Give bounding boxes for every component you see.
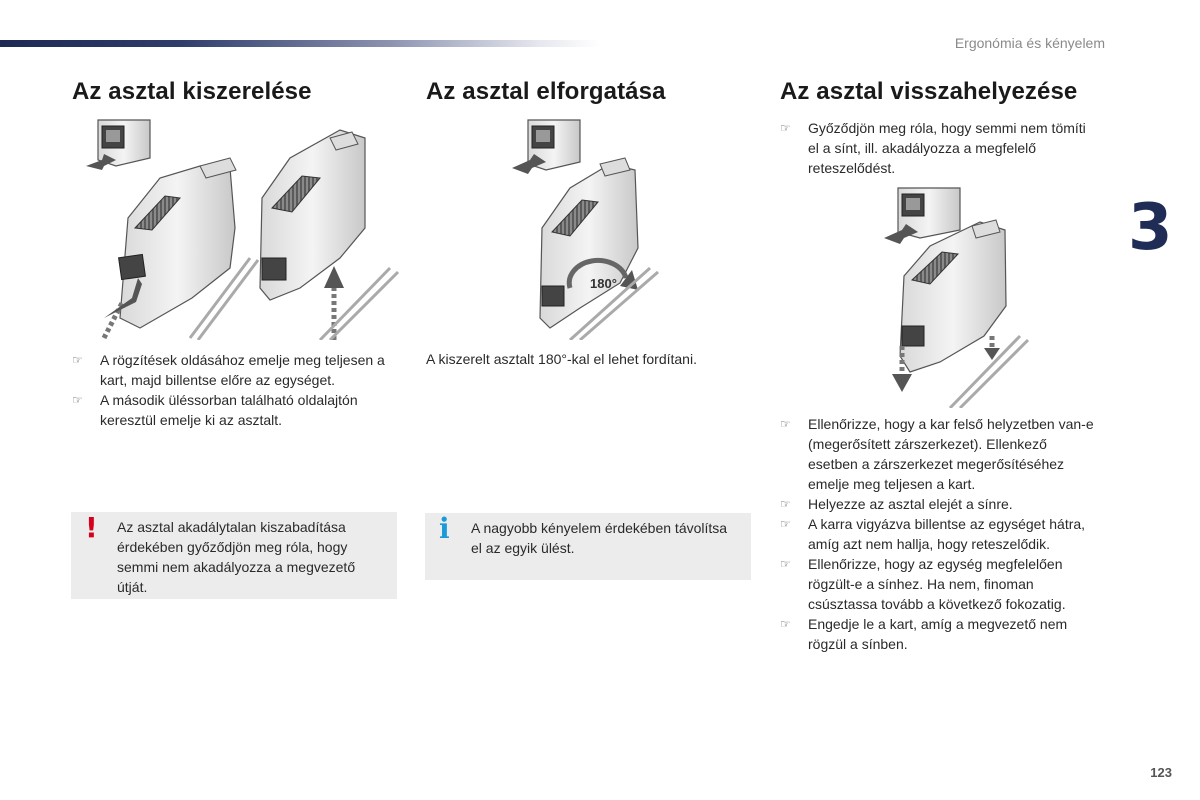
column-reinstall-table — [780, 78, 1110, 106]
illustration-rotate-table — [500, 118, 660, 340]
table-unit-left — [104, 158, 258, 340]
hand-pointer-icon: ☞ — [780, 517, 791, 531]
header-gradient-bar — [0, 40, 600, 47]
bullet-list-remove — [72, 350, 397, 430]
hand-pointer-icon: ☞ — [72, 353, 83, 367]
table-unit-right — [260, 130, 398, 340]
list-item: ☞ Győződjön meg róla, hogy semmi nem tömíti el a sínt, ill. akadályozza a megfelelő reteszelődést. — [780, 120, 1086, 176]
hand-pointer-icon: ☞ — [780, 557, 791, 571]
list-item: ☞ A rögzítések oldásához emelje meg teljesen a kart, majd billentse előre az egységet. — [72, 352, 385, 388]
warning-text: Az asztal akadálytalan kiszabadítása érdekében győződjön meg róla, hogy semmi nem akadályozza a megvezető útját. — [117, 519, 356, 595]
hand-pointer-icon: ☞ — [780, 121, 791, 135]
heading-reinstall-table: Az asztal visszahelyezése — [780, 78, 1078, 105]
exclamation-icon: ! — [85, 511, 98, 544]
illustration-remove-table — [80, 118, 400, 340]
list-item: ☞ A második üléssorban található oldalajtón keresztül emelje ki az asztalt. — [72, 392, 358, 428]
list-item: ☞ A karra vigyázva billentse az egységet hátra, amíg azt nem hallja, hogy reteszelődik. — [780, 516, 1086, 552]
column-rotate-table — [426, 78, 756, 106]
hand-pointer-icon: ☞ — [780, 617, 791, 631]
illustration-reinstall-table — [880, 186, 1030, 408]
heading-rotate-table: Az asztal elforgatása — [426, 78, 666, 105]
page-number: 123 — [1150, 765, 1172, 780]
hand-pointer-icon: ☞ — [780, 417, 791, 431]
section-title: Ergonómia és kényelem — [954, 35, 1105, 51]
unit-detail-small — [86, 120, 150, 170]
bullet-list-reinstall-steps — [780, 414, 1100, 654]
warning-box — [71, 512, 397, 599]
info-text: A nagyobb kényelem érdekében távolítsa el az egyik ülést. — [471, 520, 728, 556]
info-icon: i — [439, 512, 450, 545]
rotation-label: 180° — [590, 276, 617, 291]
arrow-down-icon — [892, 374, 912, 392]
list-item: ☞ Ellenőrizze, hogy az egység megfelelően rögzült-e a sínhez. Ha nem, finoman csúsztassa tovább a következő fokozatig. — [780, 556, 1066, 612]
info-box — [425, 513, 751, 580]
hand-pointer-icon: ☞ — [72, 393, 83, 407]
rotate-text: A kiszerelt asztalt 180°-kal el lehet fordítani. — [426, 351, 697, 367]
heading-remove-table: Az asztal kiszerelése — [72, 78, 312, 105]
hand-pointer-icon: ☞ — [780, 497, 791, 511]
arrow-up-icon-2 — [324, 266, 344, 288]
chapter-number: 3 — [1128, 191, 1173, 265]
bullet-list-reinstall-top — [780, 118, 1100, 178]
column-remove-table — [72, 78, 402, 106]
list-item: ☞ Helyezze az asztal elejét a sínre. — [780, 496, 1013, 512]
list-item: ☞ Engedje le a kart, amíg a megvezető nem rögzül a sínben. — [780, 616, 1068, 652]
list-item: ☞ Ellenőrizze, hogy a kar felső helyzetben van-e (megerősített zárszerkezet). Ellenkező esetben a zárszerkezet megerősítéséhez emelje meg teljesen a kart. — [780, 416, 1094, 492]
